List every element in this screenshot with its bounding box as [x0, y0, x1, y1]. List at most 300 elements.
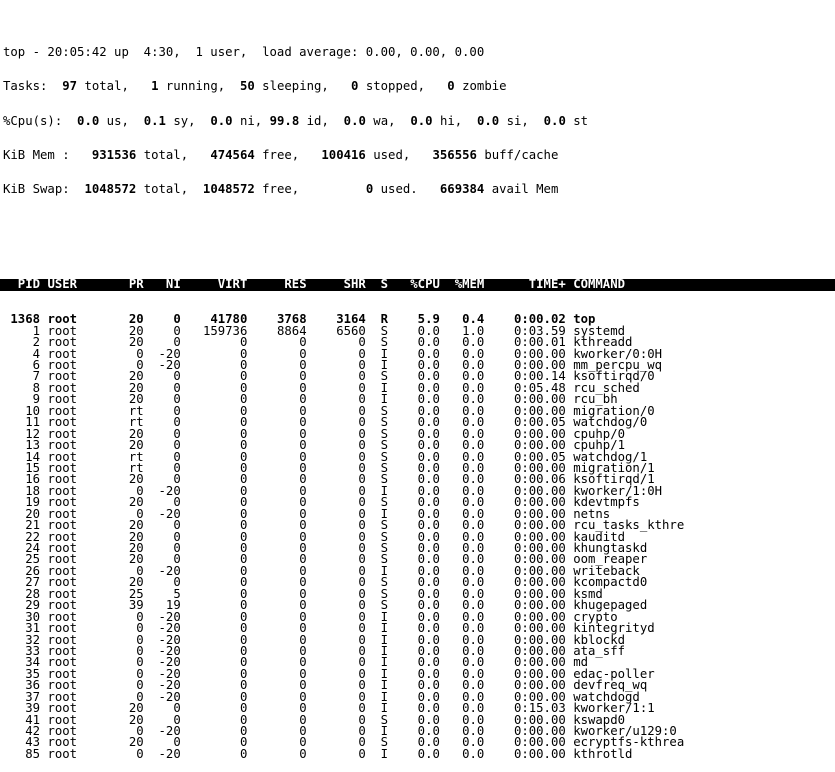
- col-shr: SHR: [314, 277, 366, 292]
- ni-cell: -20: [151, 666, 181, 681]
- pr-cell: 20: [114, 552, 144, 567]
- command-cell: ksmd: [573, 586, 692, 601]
- user-cell: root: [47, 632, 107, 647]
- user-cell: root: [47, 472, 107, 487]
- pid-cell: 41: [3, 712, 41, 727]
- pid-cell: 16: [3, 472, 41, 487]
- state-cell: S: [373, 438, 389, 453]
- ni-cell: -20: [151, 609, 181, 624]
- shr-cell: 0: [314, 666, 366, 681]
- col-time: TIME+: [491, 277, 566, 292]
- virt-cell: 0: [188, 460, 248, 475]
- pr-cell: 39: [114, 598, 144, 613]
- cpu-cell: 0.0: [395, 449, 440, 464]
- user-cell: root: [47, 323, 107, 338]
- mem-cell: 0.0: [447, 724, 485, 738]
- shr-cell: 0: [314, 724, 366, 738]
- shr-cell: 0: [314, 392, 366, 407]
- state-cell: I: [373, 392, 389, 407]
- command-cell: rcu_tasks_kthre: [573, 518, 692, 533]
- shr-cell: 0: [314, 495, 366, 510]
- mem-cell: 0.0: [447, 689, 485, 704]
- mem-cell: 0.0: [447, 380, 485, 395]
- user-cell: root: [47, 621, 107, 636]
- tasks-sleeping: 50: [239, 79, 255, 94]
- mem-cell: 0.0: [447, 598, 485, 613]
- user-cell: root: [47, 495, 107, 510]
- tasks-total: 97: [62, 79, 78, 94]
- tasks-running: 1: [151, 79, 159, 94]
- state-cell: I: [373, 346, 389, 361]
- shr-cell: 0: [314, 598, 366, 613]
- mem-line: KiB Mem : 931536 total, 474564 free, 100416 used, 356556 buff/cache: [3, 147, 559, 162]
- time-cell: 0:00.00: [491, 666, 566, 681]
- time-cell: 0:00.00: [491, 541, 566, 555]
- process-list: [3, 314, 835, 760]
- time-cell: 0:00.00: [491, 735, 566, 750]
- cpu-cell: 0.0: [395, 369, 440, 384]
- res-cell: 0: [254, 426, 307, 441]
- mem-cell: 0.0: [447, 449, 485, 464]
- user-cell: root: [47, 552, 107, 567]
- mem-cell: 0.0: [447, 483, 485, 498]
- state-cell: R: [373, 312, 389, 327]
- shr-cell: 0: [314, 541, 366, 555]
- ni-cell: 0: [151, 312, 181, 327]
- shr-cell: 6560: [314, 323, 366, 338]
- command-cell: crypto: [573, 609, 692, 624]
- pid-cell: 42: [3, 724, 41, 738]
- shr-cell: 0: [314, 586, 366, 601]
- state-cell: S: [373, 529, 389, 544]
- virt-cell: 0: [188, 712, 248, 727]
- ni-cell: 0: [151, 335, 181, 350]
- cpu-cell: 0.0: [395, 735, 440, 750]
- pid-cell: 8: [3, 380, 41, 395]
- command-cell: kdevtmpfs: [573, 495, 692, 510]
- pr-cell: 20: [114, 529, 144, 544]
- cpu-cell: 0.0: [395, 472, 440, 487]
- ni-cell: 0: [151, 403, 181, 418]
- col-virt: VIRT: [188, 277, 248, 292]
- state-cell: S: [373, 712, 389, 727]
- virt-cell: 0: [188, 701, 248, 716]
- command-cell: migration/0: [573, 403, 692, 418]
- cpu-cell: 0.0: [395, 643, 440, 658]
- pid-cell: 11: [3, 415, 41, 430]
- virt-cell: 0: [188, 746, 248, 761]
- pid-cell: 37: [3, 689, 41, 704]
- virt-cell: 0: [188, 689, 248, 704]
- virt-cell: 0: [188, 678, 248, 693]
- virt-cell: 0: [188, 426, 248, 441]
- pid-cell: 7: [3, 369, 41, 384]
- cpu-cell: 0.0: [395, 609, 440, 624]
- res-cell: 0: [254, 335, 307, 350]
- ni-cell: 0: [151, 380, 181, 395]
- user-cell: root: [47, 701, 107, 716]
- time-cell: 0:00.00: [491, 575, 566, 590]
- command-cell: md: [573, 655, 692, 670]
- time-cell: 0:00.05: [491, 449, 566, 464]
- pr-cell: 0: [114, 621, 144, 636]
- res-cell: 0: [254, 701, 307, 716]
- state-cell: I: [373, 655, 389, 670]
- virt-cell: 0: [188, 666, 248, 681]
- pr-cell: 0: [114, 632, 144, 647]
- shr-cell: 0: [314, 346, 366, 361]
- shr-cell: 3164: [314, 312, 366, 327]
- state-cell: I: [373, 689, 389, 704]
- pr-cell: 0: [114, 689, 144, 704]
- state-cell: S: [373, 495, 389, 510]
- res-cell: 0: [254, 392, 307, 407]
- tasks-zombie: 0: [447, 79, 455, 94]
- pr-cell: 20: [114, 712, 144, 727]
- state-cell: I: [373, 483, 389, 498]
- virt-cell: 0: [188, 541, 248, 555]
- user-cell: root: [47, 312, 107, 327]
- state-cell: I: [373, 666, 389, 681]
- ni-cell: 0: [151, 541, 181, 555]
- res-cell: 0: [254, 403, 307, 418]
- time-cell: 0:00.00: [491, 621, 566, 636]
- pid-cell: 14: [3, 449, 41, 464]
- mem-cell: 0.0: [447, 415, 485, 430]
- state-cell: S: [373, 335, 389, 350]
- mem-cell: 0.0: [447, 518, 485, 533]
- shr-cell: 0: [314, 552, 366, 567]
- command-cell: ksoftirqd/1: [573, 472, 692, 487]
- user-cell: root: [47, 346, 107, 361]
- pr-cell: rt: [114, 403, 144, 418]
- user-cell: root: [47, 358, 107, 372]
- mem-cell: 0.0: [447, 529, 485, 544]
- pr-cell: 0: [114, 678, 144, 693]
- state-cell: S: [373, 541, 389, 555]
- res-cell: 0: [254, 746, 307, 761]
- res-cell: 0: [254, 666, 307, 681]
- time-cell: 0:00.00: [491, 724, 566, 738]
- res-cell: 0: [254, 380, 307, 395]
- pid-cell: 29: [3, 598, 41, 613]
- user-cell: root: [47, 483, 107, 498]
- virt-cell: 0: [188, 335, 248, 350]
- cpu-cell: 0.0: [395, 678, 440, 693]
- virt-cell: 0: [188, 643, 248, 658]
- mem-cell: 0.0: [447, 495, 485, 510]
- pr-cell: 0: [114, 563, 144, 578]
- time-cell: 0:00.00: [491, 632, 566, 647]
- col-mem: %MEM: [447, 277, 485, 292]
- pid-cell: 9: [3, 392, 41, 407]
- time-cell: 0:00.00: [491, 495, 566, 510]
- pid-cell: 24: [3, 541, 41, 555]
- virt-cell: 0: [188, 506, 248, 521]
- pid-cell: 34: [3, 655, 41, 670]
- shr-cell: 0: [314, 632, 366, 647]
- command-cell: khugepaged: [573, 598, 692, 613]
- shr-cell: 0: [314, 529, 366, 544]
- state-cell: I: [373, 678, 389, 693]
- command-cell: netns: [573, 506, 692, 521]
- mem-cell: 0.0: [447, 575, 485, 590]
- time-cell: 0:00.00: [491, 689, 566, 704]
- mem-cell: 0.0: [447, 369, 485, 384]
- virt-cell: 0: [188, 403, 248, 418]
- time-cell: 0:00.00: [491, 746, 566, 761]
- ni-cell: 0: [151, 472, 181, 487]
- cpu-cell: 0.0: [395, 518, 440, 533]
- col-user: USER: [47, 277, 107, 292]
- col-s: S: [373, 277, 389, 292]
- mem-cell: 0.0: [447, 426, 485, 441]
- time-cell: 0:00.00: [491, 552, 566, 567]
- swap-line: KiB Swap: 1048572 total, 1048572 free, 0 used. 669384 avail Mem: [3, 182, 559, 197]
- virt-cell: 0: [188, 632, 248, 647]
- res-cell: 0: [254, 346, 307, 361]
- shr-cell: 0: [314, 335, 366, 350]
- pid-cell: 36: [3, 678, 41, 693]
- state-cell: S: [373, 472, 389, 487]
- res-cell: 0: [254, 506, 307, 521]
- pid-cell: 30: [3, 609, 41, 624]
- pr-cell: 0: [114, 655, 144, 670]
- pid-cell: 12: [3, 426, 41, 441]
- user-cell: root: [47, 518, 107, 533]
- tasks-stopped: 0: [351, 79, 359, 94]
- mem-cell: 0.0: [447, 358, 485, 372]
- cpu-cell: 0.0: [395, 358, 440, 372]
- shr-cell: 0: [314, 483, 366, 498]
- ni-cell: 0: [151, 449, 181, 464]
- time-cell: 0:00.00: [491, 678, 566, 693]
- virt-cell: 0: [188, 609, 248, 624]
- time-cell: 0:00.00: [491, 426, 566, 441]
- cpu-cell: 0.0: [395, 575, 440, 590]
- command-cell: kworker/1:1: [573, 701, 692, 716]
- ni-cell: -20: [151, 621, 181, 636]
- pid-cell: 85: [3, 746, 41, 761]
- time-cell: 0:00.00: [491, 403, 566, 418]
- command-cell: devfreq_wq: [573, 678, 692, 693]
- col-res: RES: [254, 277, 307, 292]
- ni-cell: -20: [151, 483, 181, 498]
- virt-cell: 0: [188, 358, 248, 372]
- shr-cell: 0: [314, 655, 366, 670]
- shr-cell: 0: [314, 403, 366, 418]
- virt-cell: 0: [188, 575, 248, 590]
- shr-cell: 0: [314, 701, 366, 716]
- user-cell: root: [47, 403, 107, 418]
- state-cell: S: [373, 552, 389, 567]
- pr-cell: 20: [114, 575, 144, 590]
- virt-cell: 0: [188, 518, 248, 533]
- process-table-header: [0, 279, 835, 291]
- time-cell: 0:15.03: [491, 701, 566, 716]
- state-cell: I: [373, 358, 389, 372]
- cpu-cell: 0.0: [395, 701, 440, 716]
- command-cell: kblockd: [573, 632, 692, 647]
- pr-cell: 0: [114, 346, 144, 361]
- mem-cell: 0.0: [447, 712, 485, 727]
- ni-cell: 0: [151, 529, 181, 544]
- cpu-cell: 0.0: [395, 598, 440, 613]
- res-cell: 0: [254, 369, 307, 384]
- time-cell: 0:00.14: [491, 369, 566, 384]
- pr-cell: 20: [114, 312, 144, 327]
- res-cell: 0: [254, 575, 307, 590]
- state-cell: I: [373, 563, 389, 578]
- user-cell: root: [47, 449, 107, 464]
- ni-cell: 0: [151, 495, 181, 510]
- command-cell: kthreadd: [573, 335, 692, 350]
- res-cell: 0: [254, 643, 307, 658]
- res-cell: 0: [254, 735, 307, 750]
- state-cell: I: [373, 643, 389, 658]
- mem-cell: 0.0: [447, 460, 485, 475]
- cpu-line: %Cpu(s): 0.0 us, 0.1 sy, 0.0 ni, 99.8 id, 0.0 wa, 0.0 hi, 0.0 si, 0.0 st: [3, 113, 589, 128]
- pid-cell: 20: [3, 506, 41, 521]
- pr-cell: 0: [114, 609, 144, 624]
- state-cell: S: [373, 586, 389, 601]
- virt-cell: 0: [188, 586, 248, 601]
- mem-cell: 0.0: [447, 552, 485, 567]
- cpu-cell: 0.0: [395, 586, 440, 601]
- time-cell: 0:00.00: [491, 392, 566, 407]
- pid-cell: 39: [3, 701, 41, 716]
- pid-cell: 21: [3, 518, 41, 533]
- res-cell: 0: [254, 541, 307, 555]
- time-cell: 0:00.00: [491, 586, 566, 601]
- shr-cell: 0: [314, 712, 366, 727]
- res-cell: 0: [254, 621, 307, 636]
- res-cell: 0: [254, 586, 307, 601]
- pid-cell: 10: [3, 403, 41, 418]
- time-cell: 0:00.06: [491, 472, 566, 487]
- shr-cell: 0: [314, 358, 366, 372]
- time-cell: 0:00.00: [491, 712, 566, 727]
- mem-cell: 0.0: [447, 563, 485, 578]
- ni-cell: 19: [151, 598, 181, 613]
- mem-cell: 0.4: [447, 312, 485, 327]
- command-cell: ata_sff: [573, 643, 692, 658]
- pid-cell: 25: [3, 552, 41, 567]
- shr-cell: 0: [314, 746, 366, 761]
- command-cell: ksoftirqd/0: [573, 369, 692, 384]
- virt-cell: 0: [188, 346, 248, 361]
- res-cell: 0: [254, 552, 307, 567]
- command-cell: ecryptfs-kthrea: [573, 735, 692, 750]
- pid-cell: 19: [3, 495, 41, 510]
- ni-cell: -20: [151, 346, 181, 361]
- pid-cell: 31: [3, 621, 41, 636]
- virt-cell: 159736: [188, 323, 248, 338]
- ni-cell: -20: [151, 506, 181, 521]
- time-cell: 0:00.00: [491, 563, 566, 578]
- shr-cell: 0: [314, 460, 366, 475]
- cpu-cell: 0.0: [395, 403, 440, 418]
- pid-cell: 33: [3, 643, 41, 658]
- tasks-line: Tasks: 97 total, 1 running, 50 sleeping, 0 stopped, 0 zombie: [3, 79, 507, 94]
- pid-cell: 2: [3, 335, 41, 350]
- user-cell: root: [47, 380, 107, 395]
- cpu-cell: 5.9: [395, 312, 440, 327]
- ni-cell: 0: [151, 552, 181, 567]
- command-cell: migration/1: [573, 460, 692, 475]
- mem-cell: 0.0: [447, 701, 485, 716]
- virt-cell: 0: [188, 438, 248, 453]
- virt-cell: 0: [188, 724, 248, 738]
- pr-cell: 0: [114, 483, 144, 498]
- user-cell: root: [47, 666, 107, 681]
- shr-cell: 0: [314, 609, 366, 624]
- cpu-cell: 0.0: [395, 438, 440, 453]
- command-cell: kworker/0:0H: [573, 346, 692, 361]
- cpu-cell: 0.0: [395, 346, 440, 361]
- command-cell: writeback: [573, 563, 692, 578]
- user-cell: root: [47, 529, 107, 544]
- shr-cell: 0: [314, 563, 366, 578]
- virt-cell: 0: [188, 369, 248, 384]
- state-cell: I: [373, 609, 389, 624]
- mem-cell: 0.0: [447, 541, 485, 555]
- pid-cell: 26: [3, 563, 41, 578]
- state-cell: S: [373, 598, 389, 613]
- user-cell: root: [47, 392, 107, 407]
- cpu-cell: 0.0: [395, 495, 440, 510]
- mem-cell: 0.0: [447, 472, 485, 487]
- time-cell: 0:00.00: [491, 655, 566, 670]
- pr-cell: 20: [114, 518, 144, 533]
- cpu-cell: 0.0: [395, 655, 440, 670]
- command-cell: rcu_bh: [573, 392, 692, 407]
- summary-spacer: [3, 241, 835, 256]
- pid-cell: 13: [3, 438, 41, 453]
- cpu-cell: 0.0: [395, 392, 440, 407]
- user-cell: root: [47, 426, 107, 441]
- pr-cell: 20: [114, 426, 144, 441]
- command-cell: khungtaskd: [573, 541, 692, 555]
- summary-area: [3, 24, 835, 219]
- user-cell: root: [47, 335, 107, 350]
- command-cell: cpuhp/1: [573, 438, 692, 453]
- state-cell: S: [373, 415, 389, 430]
- ni-cell: 0: [151, 735, 181, 750]
- mem-cell: 0.0: [447, 655, 485, 670]
- pr-cell: rt: [114, 460, 144, 475]
- virt-cell: 0: [188, 392, 248, 407]
- ni-cell: -20: [151, 563, 181, 578]
- state-cell: I: [373, 632, 389, 647]
- state-cell: S: [373, 575, 389, 590]
- command-cell: kworker/u129:0: [573, 724, 692, 738]
- pr-cell: 20: [114, 495, 144, 510]
- res-cell: 0: [254, 678, 307, 693]
- cpu-cell: 0.0: [395, 335, 440, 350]
- pr-cell: 0: [114, 643, 144, 658]
- res-cell: 0: [254, 724, 307, 738]
- uptime-line: top - 20:05:42 up 4:30, 1 user, load average: 0.00, 0.00, 0.00: [3, 44, 485, 59]
- command-cell: mm_percpu_wq: [573, 358, 692, 372]
- cpu-cell: 0.0: [395, 541, 440, 555]
- mem-cell: 0.0: [447, 506, 485, 521]
- command-cell: cpuhp/0: [573, 426, 692, 441]
- pr-cell: 20: [114, 335, 144, 350]
- pid-cell: 4: [3, 346, 41, 361]
- time-cell: 0:00.02: [491, 312, 566, 327]
- mem-cell: 0.0: [447, 346, 485, 361]
